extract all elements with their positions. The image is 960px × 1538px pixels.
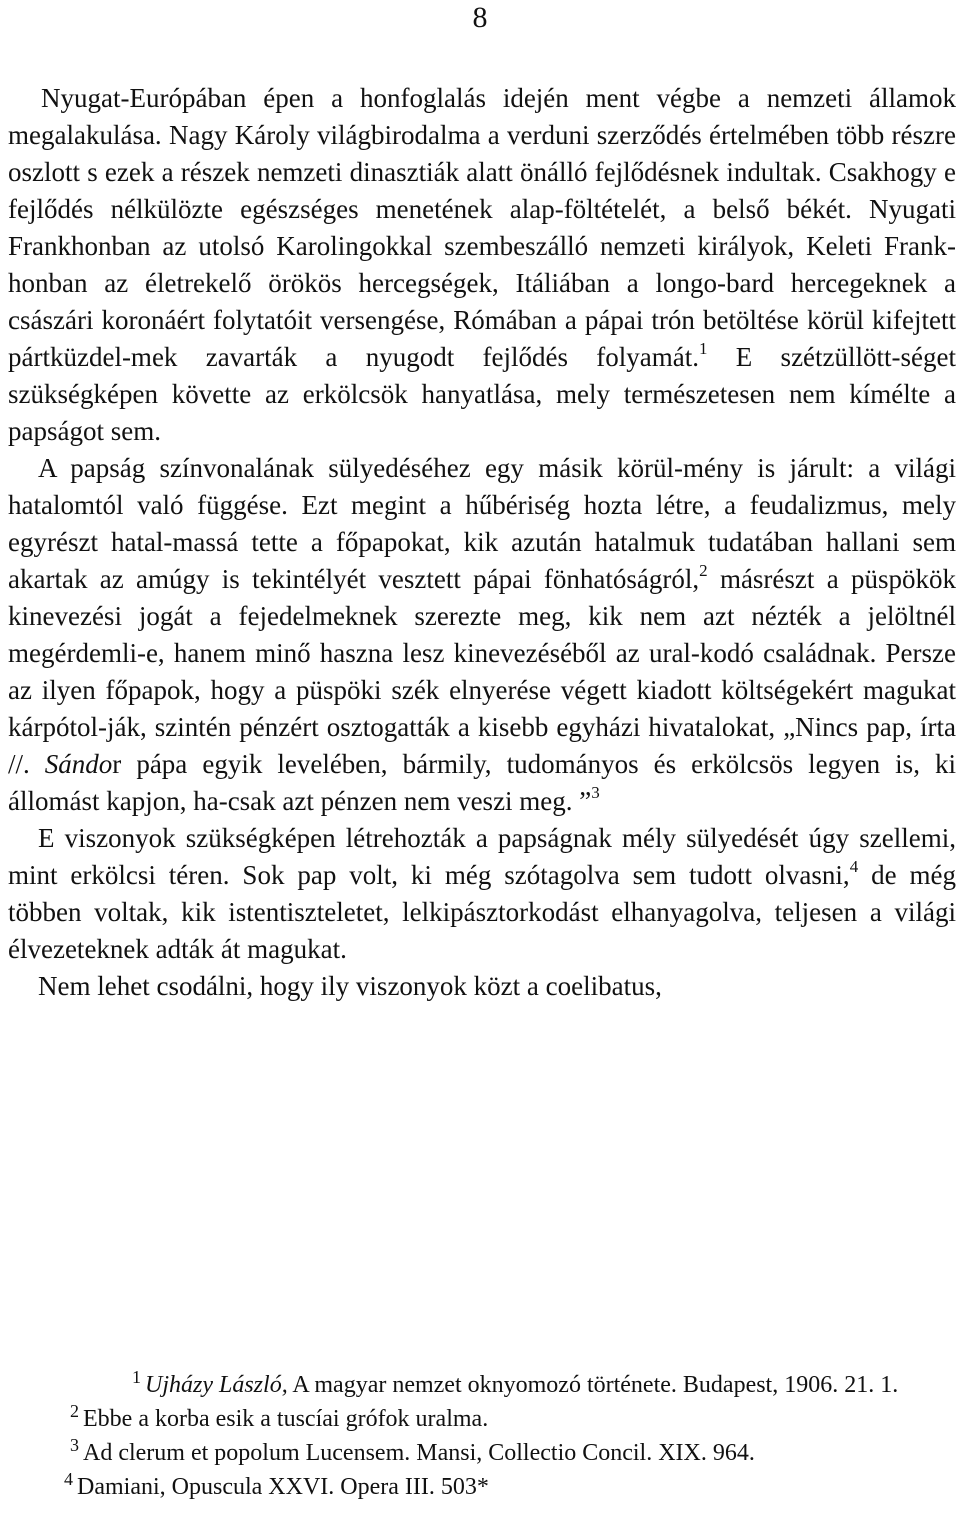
page-number: 8 (472, 1, 488, 34)
footnote-4-text: Damiani, Opuscula XXVI. Opera III. 503* (77, 1474, 489, 1500)
footnote-1-author: Ujházy László, (145, 1372, 288, 1398)
paragraph-3-text-b: de még többen voltak, kik istentiszteletet, lelkipásztorkodást elhanyagolva, teljesen a világi élvezeteknek adták át magukat. (8, 860, 956, 964)
footnote-4: 4 Damiani, Opuscula XXVI. Opera III. 503* (64, 1469, 489, 1500)
footnote-2-text: Ebbe a korba esik a tuscíai grófok uralma. (83, 1406, 489, 1432)
footnote-ref-3: 3 (591, 783, 600, 802)
footnote-2: 2 Ebbe a korba esik a tuscíai grófok uralma. (70, 1401, 489, 1432)
footnote-1-text: A magyar nemzet oknyomozó története. Budapest, 1906. 21. 1. (287, 1372, 899, 1398)
paragraph-4 (8, 968, 956, 1005)
footnote-1: 1 Ujházy László, A magyar nemzet oknyomozó története. Budapest, 1906. 21. 1. (132, 1367, 899, 1398)
footnotes (8, 1368, 956, 1504)
footnote-3: 3 Ad clerum et popolum Lucensem. Mansi, Collectio Concil. XIX. 964. (70, 1435, 755, 1466)
paragraph-2 (8, 450, 956, 820)
paragraph-1-text-b: E szétzüllött-séget szükségképen követte az erkölcsök hanyatlása, mely természetesen nem kímélte a papságot sem. (8, 342, 956, 446)
paragraph-2-italic: Sándo (44, 749, 113, 779)
footnote-ref-4: 4 (849, 857, 859, 876)
paragraph-2-text-c: r pápa egyik levelében, bármily, tudományos és erkölcsös legyen is, ki állomást kapjon, ha-csak azt pénzen nem veszi meg. (8, 749, 956, 816)
paragraph-3-text-a: E viszonyok szükségképen létrehozták a papságnak mély sülyedését úgy szellemi, mint erkölcsi téren. Sok pap volt, ki még szótagolva sem tudott olvasni, (8, 823, 956, 890)
paragraph-2-quote-close: ” (572, 786, 592, 816)
body-text (8, 80, 956, 1005)
footnote-3-text: Ad clerum et popolum Lucensem. Mansi, Collectio Concil. XIX. 964. (83, 1440, 755, 1466)
paragraph-1-text-a: Nyugat-Európában épen a honfoglalás idején ment végbe a nemzeti államok megalakulása. Nagy Károly világbirodalma a verduni szerződés értelmében több részre oszlott s ezek a részek nemzeti dinasztiák alatt önálló fejlődésnek indultak. Csakhogy e fejlődés nélkülözte egészséges menetének alap-föltételét, a belső békét. Nyugati Frankhonban az utolsó Karolingokkal szembeszálló nemzeti királyok, Keleti Frank-honban az életrekelő örökös hercegségek, Itáliában a longo-bard hercegeknek a császári koronáért folytatóit versengése, Rómában a pápai trón betöltése körül kifejtett pártküzdel-mek zavarták a nyugodt fejlődés folyamát. (8, 83, 956, 372)
footnote-ref-1: 1 (698, 339, 708, 358)
paragraph-4-text-a: Nem lehet csodálni, hogy ily viszonyok közt a coelibatus, (38, 971, 662, 1001)
paragraph-2-text-a: A papság színvonalának sülyedéséhez egy másik körül-mény is járult: a világi hatalomtól való függése. Ezt megint a hűbériség hozta létre, a feudalizmus, mely egyrészt hatal-massá tette a főpapokat, kik azután hatalmuk tudatában hallani sem akartak az amúgy is tekintélyét vesztett pápai fönhatóságról, (8, 453, 956, 594)
footnote-ref-2: 2 (699, 561, 708, 580)
paragraph-2-text-b: másrészt a püspökök kinevezési jogát a fejedelmeknek szerezte meg, kik nem azt nézték a jelöltnél megérdemli-e, hanem minő haszna lesz kinevezéséből az ural-kodó családnak. Persze az ilyen főpapok, hogy a püspöki szék elnyerése végett kiadott költségekért magukat kárpótol-ják, szintén pénzért osztogatták a kisebb egyházi hivatalokat, „Nincs pap, írta //. (8, 564, 957, 779)
paragraph-3 (8, 820, 956, 968)
paragraph-1 (8, 80, 956, 450)
